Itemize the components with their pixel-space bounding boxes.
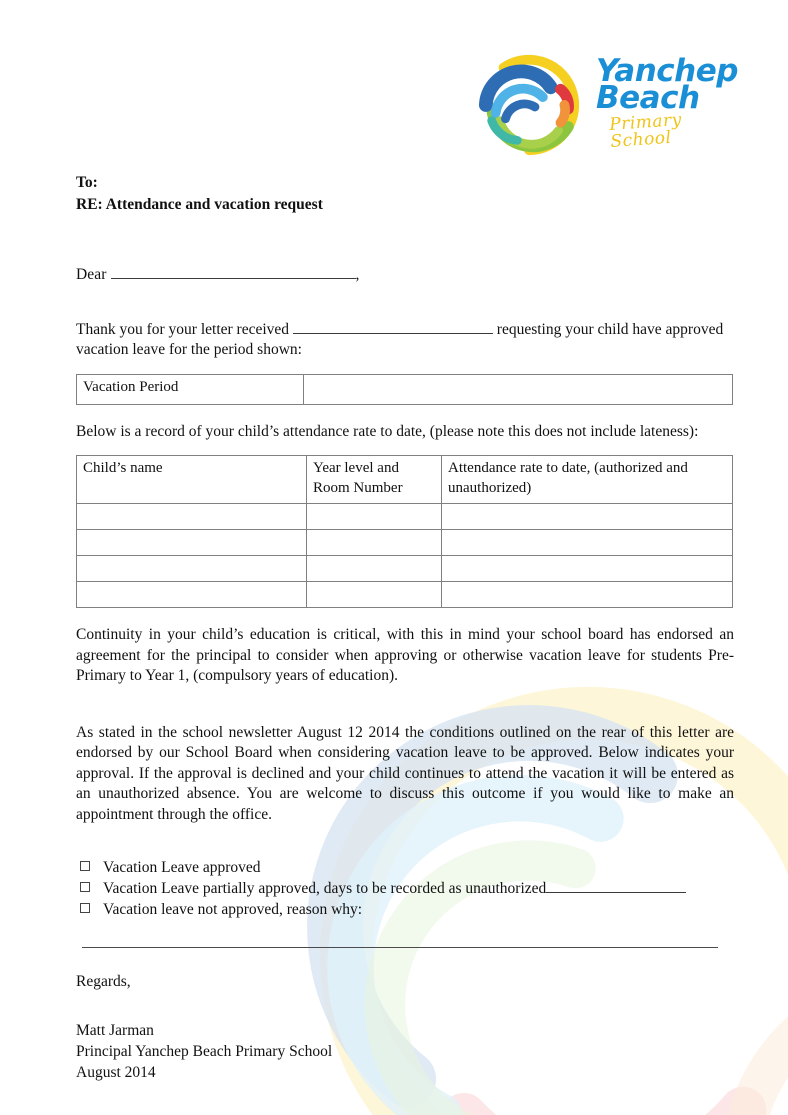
approval-options-list <box>76 858 734 920</box>
unauthorized-days-blank-field[interactable] <box>546 892 686 893</box>
letter-header <box>76 172 734 216</box>
paragraph-newsletter-conditions: As stated in the school newsletter August 12 2014 the conditions outlined on the rear of this letter are endorsed by our School Board when considering vacation leave to be approved. Below indicates your approval. If the approval is declined and your child continues to attend the vacation it will be entered as an unauthorized absence. You are welcome to discuss this outcome if you would like to make an appointment through the office. <box>76 723 734 823</box>
letter-content <box>76 0 734 1084</box>
school-logo <box>474 46 736 161</box>
cell-year-room[interactable] <box>307 556 442 582</box>
cell-rate[interactable] <box>442 556 733 582</box>
cell-rate[interactable] <box>442 530 733 556</box>
vacation-period-label: Vacation Period <box>77 374 304 404</box>
cell-year-room[interactable] <box>307 530 442 556</box>
table-row <box>77 504 733 530</box>
date-received-blank-field[interactable] <box>293 333 493 334</box>
approval-option-partially-approved[interactable] <box>76 879 734 900</box>
approval-option-label: Vacation Leave approved <box>103 858 261 876</box>
salutation-prefix: Dear <box>76 266 107 283</box>
cell-child-name[interactable] <box>77 530 307 556</box>
approval-option-label: Vacation leave not approved, reason why: <box>103 900 363 918</box>
thanks-text-part2: requesting your child have approved vacation leave for the period shown: <box>76 321 724 359</box>
paragraph-thank-you <box>76 320 734 361</box>
attendance-col-year-room: Year level and Room Number <box>307 456 442 504</box>
vacation-period-value[interactable] <box>304 374 733 404</box>
cell-child-name[interactable] <box>77 504 307 530</box>
checkbox-icon[interactable] <box>80 882 90 892</box>
cell-year-room[interactable] <box>307 582 442 608</box>
thanks-text-part1: Thank you for your letter received <box>76 321 290 338</box>
signature-block <box>76 1021 734 1084</box>
signer-name: Matt Jarman <box>76 1022 154 1040</box>
salutation-suffix: , <box>355 266 360 283</box>
table-row <box>77 374 733 404</box>
attendance-table <box>76 455 733 608</box>
cell-year-room[interactable] <box>307 504 442 530</box>
cell-rate[interactable] <box>442 504 733 530</box>
cell-child-name[interactable] <box>77 556 307 582</box>
logo-text-line2: Beach <box>596 80 700 116</box>
signer-date: August 2014 <box>76 1064 156 1082</box>
closing-regards: Regards, <box>76 973 131 991</box>
cell-rate[interactable] <box>442 582 733 608</box>
re-line: RE: Attendance and vacation request <box>76 196 323 213</box>
approval-option-not-approved[interactable] <box>76 900 734 921</box>
salutation-blank-field[interactable] <box>111 278 356 279</box>
reason-blank-field[interactable] <box>82 946 718 948</box>
vacation-period-table <box>76 374 733 405</box>
logo-text-script: Primary School <box>608 109 683 152</box>
checkbox-icon[interactable] <box>80 903 90 913</box>
cell-child-name[interactable] <box>77 582 307 608</box>
attendance-col-child-name: Child’s name <box>77 456 307 504</box>
attendance-col-rate: Attendance rate to date, (authorized and unauthorized) <box>442 456 733 504</box>
table-row <box>77 530 733 556</box>
to-label: To: <box>76 174 98 191</box>
approval-option-label: Vacation Leave partially approved, days to be recorded as unauthorized <box>103 879 547 897</box>
table-row <box>77 582 733 608</box>
yanchep-swirl-logo-icon <box>474 48 592 160</box>
paragraph-continuity: Continuity in your child’s education is critical, with this in mind your school board has endorsed an agreement for the principal to consider when approving or otherwise vacation leave for students Pre-Primary to Year 1, (compulsory years of education). <box>76 626 734 685</box>
approval-option-approved[interactable] <box>76 858 734 879</box>
salutation-line <box>76 266 734 284</box>
checkbox-icon[interactable] <box>80 861 90 871</box>
signer-title: Principal Yanchep Beach Primary School <box>76 1043 333 1061</box>
paragraph-attendance-record: Below is a record of your child’s attendance rate to date, (please note this does not include lateness): <box>76 422 699 440</box>
table-row <box>77 556 733 582</box>
table-header-row <box>77 456 733 504</box>
logo-text-line1: Yanchep <box>596 53 738 89</box>
